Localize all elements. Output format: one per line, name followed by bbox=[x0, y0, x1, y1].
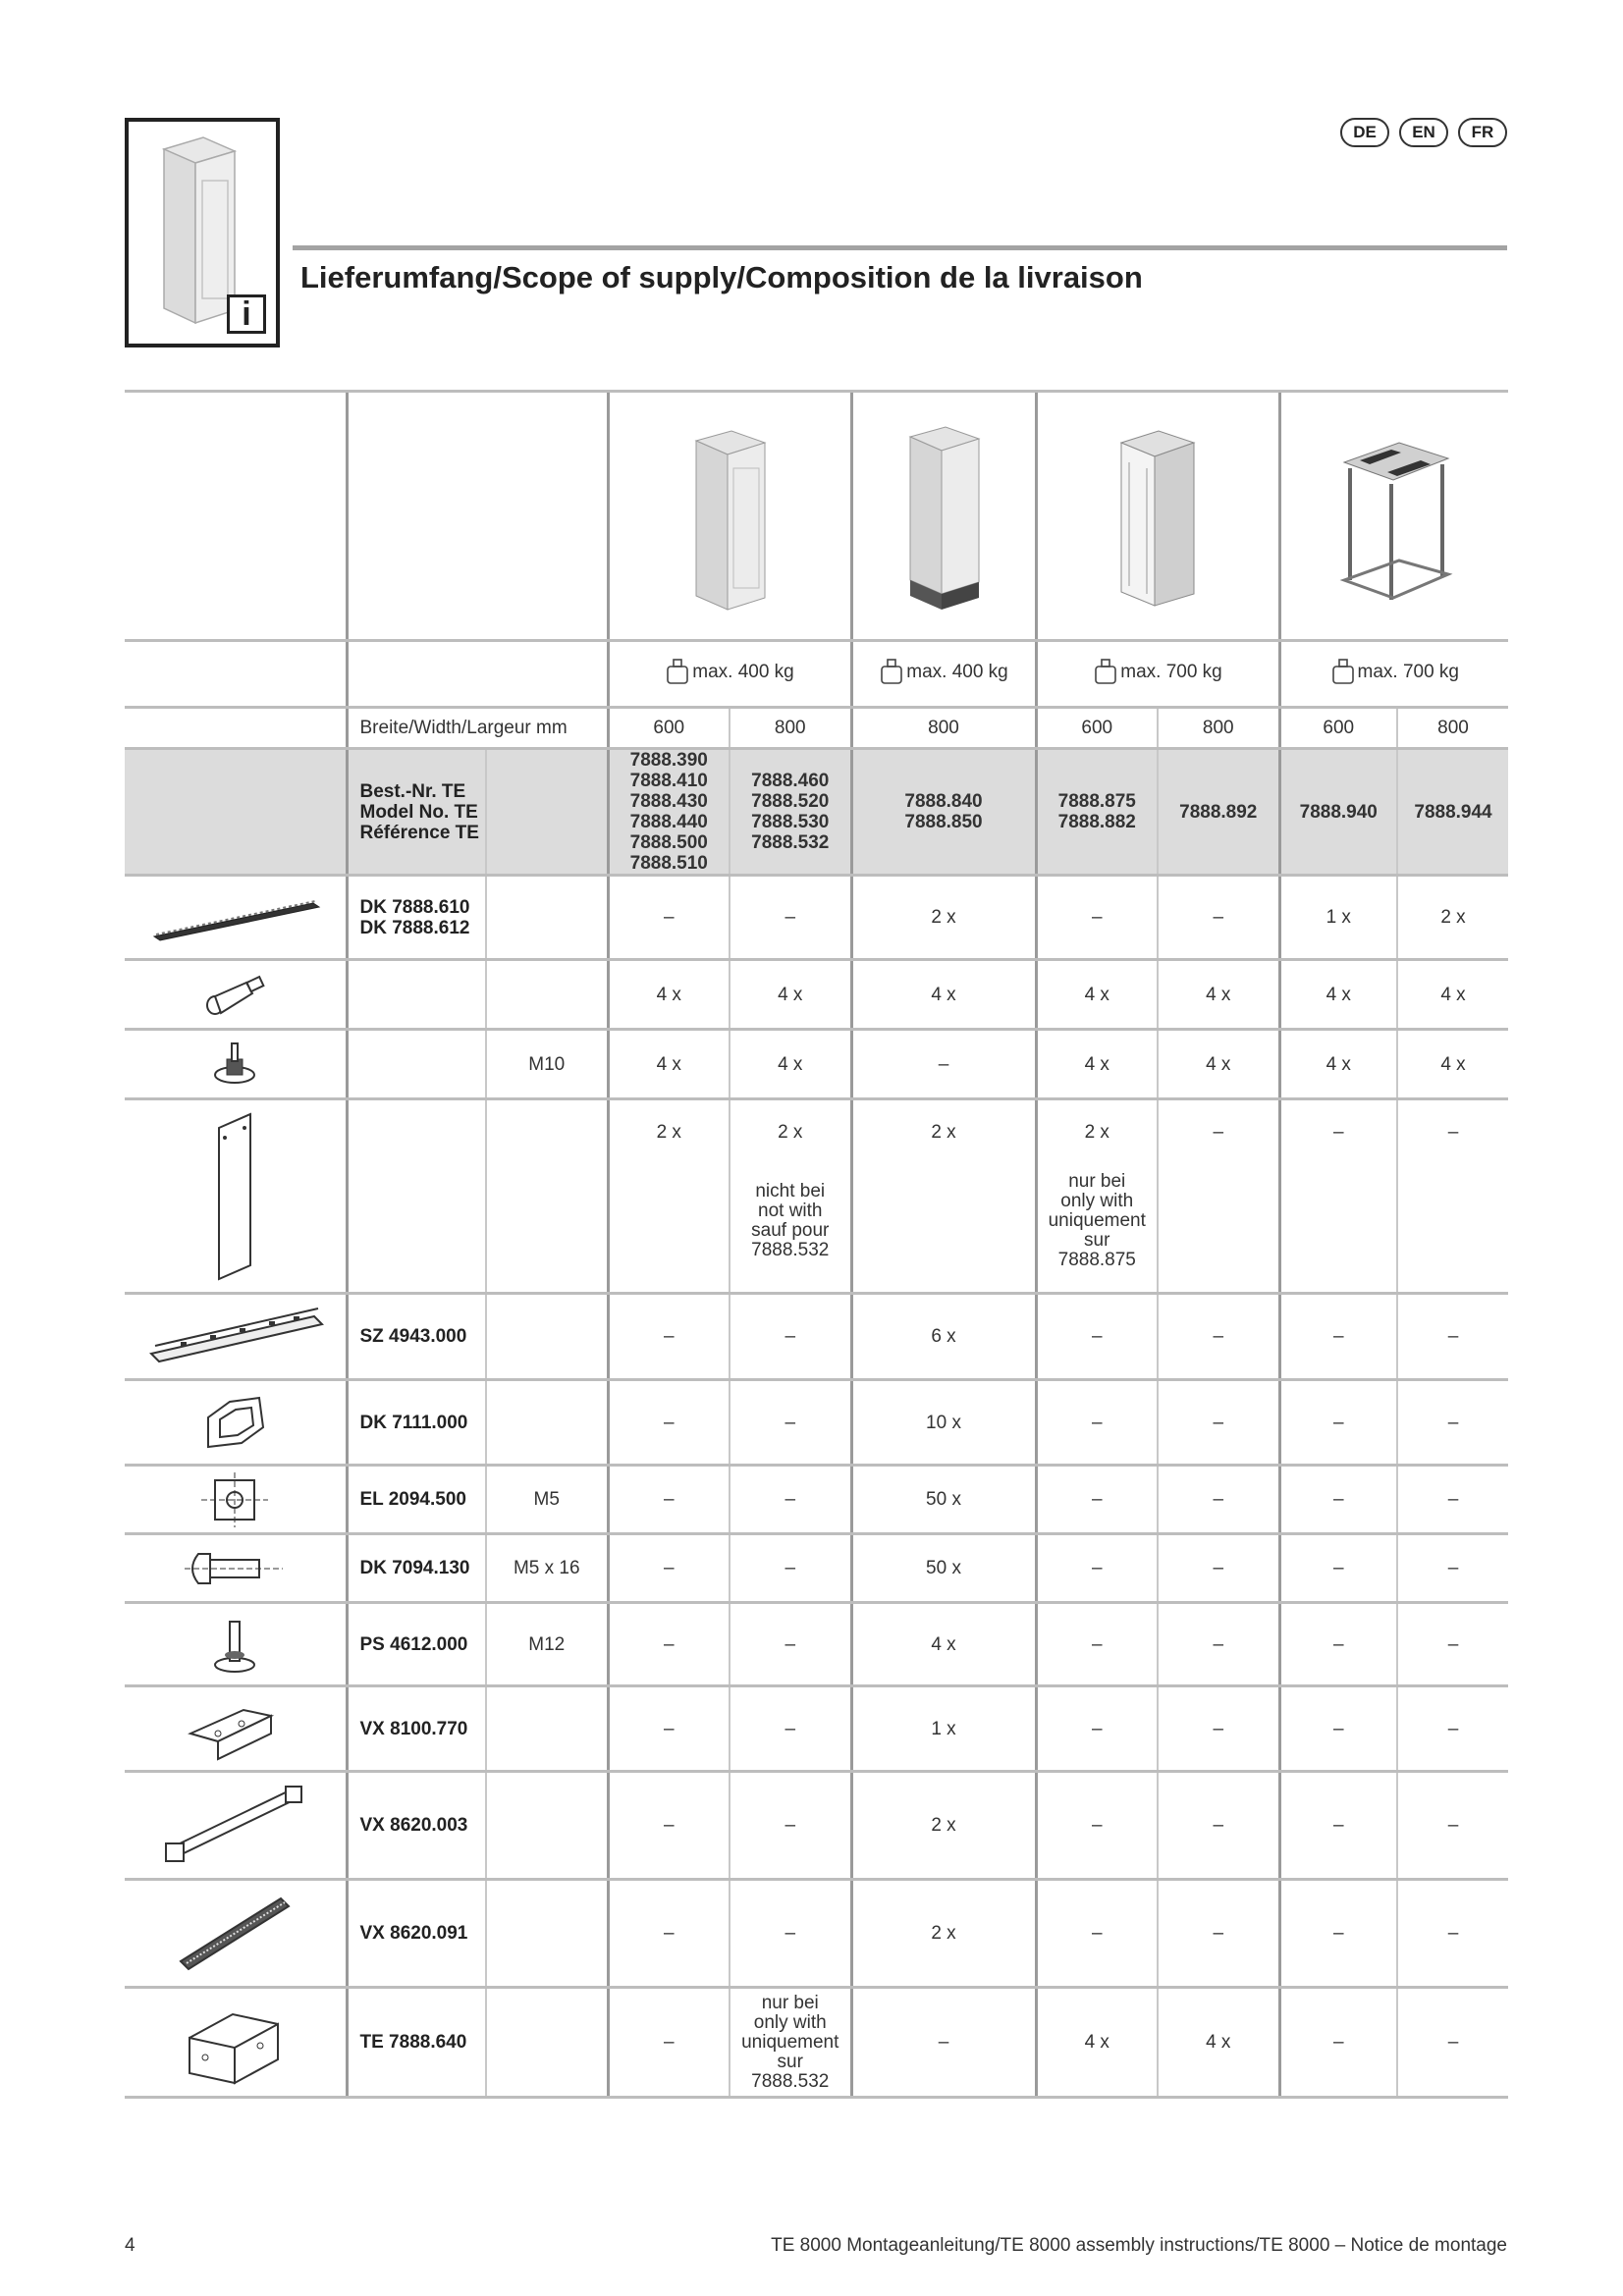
qty-cell: 4 x bbox=[730, 960, 851, 1030]
qty-cell: – bbox=[1036, 876, 1158, 960]
qty-cell: – bbox=[1158, 1772, 1279, 1880]
qty-cell: – bbox=[851, 1988, 1036, 2098]
lang-de-badge[interactable]: DE bbox=[1340, 118, 1389, 147]
weight-row bbox=[125, 641, 1508, 708]
qty-cell: – bbox=[1397, 1534, 1508, 1603]
part-spec bbox=[486, 876, 608, 960]
qty-cell: – bbox=[1158, 1534, 1279, 1603]
part-code: SZ 4943.000 bbox=[347, 1294, 486, 1380]
cabinet-mesh-icon bbox=[1094, 413, 1221, 619]
weight-icon bbox=[879, 658, 904, 685]
qty-cell: – bbox=[608, 1880, 730, 1988]
qty-cell: – bbox=[730, 1603, 851, 1686]
qty-cell: – bbox=[730, 876, 851, 960]
part-code: PS 4612.000 bbox=[347, 1603, 486, 1686]
qty-cell: – bbox=[1036, 1380, 1158, 1466]
qty-cell: – bbox=[1036, 1772, 1158, 1880]
part-spec: M5 x 16 bbox=[486, 1534, 608, 1603]
cabinet-image-1 bbox=[608, 392, 851, 641]
qty-cell: 2 x bbox=[851, 1880, 1036, 1988]
part-code: TE 7888.640 bbox=[347, 1988, 486, 2098]
qty-cell: – bbox=[1397, 1880, 1508, 1988]
side-panel-icon bbox=[205, 1108, 264, 1285]
qty-cell: – bbox=[1036, 1603, 1158, 1686]
qty-cell: – bbox=[1279, 1603, 1397, 1686]
weight-icon bbox=[665, 658, 690, 685]
part-spec bbox=[486, 1294, 608, 1380]
part-code: DK 7888.610 DK 7888.612 bbox=[347, 876, 486, 960]
part-spec: M5 bbox=[486, 1466, 608, 1534]
width-cell: 800 bbox=[1158, 708, 1279, 749]
table-row bbox=[125, 1380, 1508, 1466]
qty-cell: 4 x bbox=[1036, 960, 1158, 1030]
cable-clamp-icon bbox=[190, 1388, 279, 1457]
qty-cell: – bbox=[1397, 1686, 1508, 1772]
qty-cell: 4 x bbox=[1036, 1030, 1158, 1099]
part-spec bbox=[486, 1880, 608, 1988]
footer-text: TE 8000 Montageanleitung/TE 8000 assembly instructions/TE 8000 – Notice de montage bbox=[771, 2235, 1507, 2256]
qty-cell: 50 x bbox=[851, 1534, 1036, 1603]
qty-cell: – bbox=[1397, 1988, 1508, 2098]
page-title: Lieferumfang/Scope of supply/Composition de la livraison bbox=[300, 260, 1143, 294]
lang-en-badge[interactable]: EN bbox=[1399, 118, 1448, 147]
qty-cell: 4 x bbox=[1158, 1988, 1279, 2098]
part-spec: M12 bbox=[486, 1603, 608, 1686]
qty-cell: – bbox=[1279, 1380, 1397, 1466]
weight-icon bbox=[1330, 658, 1356, 685]
qty-cell: 1 x bbox=[1279, 876, 1397, 960]
weight-label: max. 400 kg bbox=[906, 661, 1008, 682]
qty-cell: 1 x bbox=[851, 1686, 1036, 1772]
qty-cell: 10 x bbox=[851, 1380, 1036, 1466]
qty-cell: – bbox=[1158, 1880, 1279, 1988]
part-code: VX 8620.003 bbox=[347, 1772, 486, 1880]
weight-icon bbox=[1093, 658, 1118, 685]
ref-cell: 7888.892 bbox=[1158, 749, 1279, 876]
levelling-foot-icon bbox=[205, 1038, 264, 1091]
qty-cell: – bbox=[730, 1294, 851, 1380]
qty-cell: 2 x bbox=[851, 1772, 1036, 1880]
qty-note: nicht bei not with sauf pour 7888.532 bbox=[751, 1181, 830, 1260]
table-row bbox=[125, 1772, 1508, 1880]
qty-cell: – bbox=[1397, 1466, 1508, 1534]
qty-cell: – bbox=[1036, 1686, 1158, 1772]
bolt-spacer-icon bbox=[195, 970, 274, 1019]
qty-cell: – bbox=[730, 1880, 851, 1988]
part-spec bbox=[486, 1099, 608, 1294]
part-code: VX 8100.770 bbox=[347, 1686, 486, 1772]
qty-cell: – bbox=[1279, 1686, 1397, 1772]
qty-cell: – bbox=[608, 1380, 730, 1466]
qty-cell: – bbox=[1279, 1466, 1397, 1534]
qty-cell: – bbox=[1397, 1603, 1508, 1686]
table-row bbox=[125, 1603, 1508, 1686]
qty-cell: 4 x bbox=[608, 960, 730, 1030]
ref-cell: 7888.940 bbox=[1279, 749, 1397, 876]
weight-label: max. 700 kg bbox=[1357, 661, 1459, 682]
table-row bbox=[125, 1686, 1508, 1772]
qty-cell: 2 x nicht bei not with sauf pour 7888.532 bbox=[730, 1099, 851, 1294]
part-spec bbox=[486, 1772, 608, 1880]
cable-duct-icon bbox=[146, 893, 323, 942]
qty-cell: – bbox=[608, 1603, 730, 1686]
qty-cell: – bbox=[1397, 1294, 1508, 1380]
qty-cell: 4 x bbox=[1279, 960, 1397, 1030]
brush-strip-icon bbox=[161, 1885, 308, 1983]
info-icon: i bbox=[227, 294, 266, 334]
width-cell: 600 bbox=[608, 708, 730, 749]
qty-cell: – bbox=[608, 1686, 730, 1772]
ref-cell: 7888.875 7888.882 bbox=[1036, 749, 1158, 876]
qty-cell: – bbox=[1158, 1099, 1279, 1294]
table-row bbox=[125, 876, 1508, 960]
cage-nut-icon bbox=[195, 1470, 274, 1529]
part-spec: M10 bbox=[486, 1030, 608, 1099]
ref-cell: 7888.390 7888.410 7888.430 7888.440 7888.500 7888.510 bbox=[608, 749, 730, 876]
qty-cell: nur bei only with uniquement sur 7888.532 bbox=[730, 1988, 851, 2098]
qty-cell: – bbox=[730, 1772, 851, 1880]
qty-cell: 4 x bbox=[1158, 1030, 1279, 1099]
table-row bbox=[125, 1880, 1508, 1988]
mounting-bar-icon bbox=[156, 1777, 313, 1875]
qty-cell: – bbox=[1158, 1380, 1279, 1466]
qty-cell: – bbox=[608, 876, 730, 960]
table-row bbox=[125, 1294, 1508, 1380]
qty-cell: – bbox=[1036, 1534, 1158, 1603]
width-cell: 800 bbox=[730, 708, 851, 749]
part-code: EL 2094.500 bbox=[347, 1466, 486, 1534]
table-row bbox=[125, 960, 1508, 1030]
screw-icon bbox=[181, 1544, 289, 1593]
qty-cell: – bbox=[608, 1988, 730, 2098]
frame-image bbox=[1279, 392, 1508, 641]
qty-cell: – bbox=[1279, 1772, 1397, 1880]
qty-note: nur bei only with uniquement sur 7888.875 bbox=[1048, 1171, 1146, 1270]
qty-cell: – bbox=[1397, 1099, 1508, 1294]
qty-cell: – bbox=[851, 1030, 1036, 1099]
width-cell: 800 bbox=[851, 708, 1036, 749]
qty-cell: 4 x bbox=[1279, 1030, 1397, 1099]
table-row bbox=[125, 1030, 1508, 1099]
qty-cell: – bbox=[608, 1466, 730, 1534]
qty-cell: – bbox=[608, 1534, 730, 1603]
lang-fr-badge[interactable]: FR bbox=[1458, 118, 1507, 147]
qty-cell: – bbox=[608, 1294, 730, 1380]
qty-cell: – bbox=[1158, 876, 1279, 960]
u-bracket-icon bbox=[176, 1999, 294, 2087]
part-spec bbox=[486, 960, 608, 1030]
qty-cell: – bbox=[1279, 1099, 1397, 1294]
qty-cell: 4 x bbox=[1397, 1030, 1508, 1099]
images-row bbox=[125, 392, 1508, 641]
qty-cell: 4 x bbox=[1397, 960, 1508, 1030]
qty-cell: 4 x bbox=[851, 960, 1036, 1030]
table-row bbox=[125, 1099, 1508, 1294]
language-selector bbox=[1340, 118, 1507, 147]
scope-table bbox=[125, 390, 1508, 2099]
ref-cell: 7888.944 bbox=[1397, 749, 1508, 876]
qty-cell: – bbox=[730, 1686, 851, 1772]
qty-cell: – bbox=[1036, 1880, 1158, 1988]
qty-cell: 2 x bbox=[1397, 876, 1508, 960]
title-rule bbox=[293, 245, 1507, 250]
qty-cell: – bbox=[1036, 1294, 1158, 1380]
page-number: 4 bbox=[125, 2235, 135, 2256]
support-rail-icon bbox=[141, 1303, 328, 1371]
table-row bbox=[125, 1534, 1508, 1603]
weight-label: max. 700 kg bbox=[1120, 661, 1222, 682]
qty-cell: 4 x bbox=[730, 1030, 851, 1099]
part-code: DK 7094.130 bbox=[347, 1534, 486, 1603]
ref-label: Best.-Nr. TE Model No. TE Référence TE bbox=[347, 749, 486, 876]
qty-cell: – bbox=[730, 1466, 851, 1534]
foot-icon bbox=[200, 1610, 269, 1679]
width-row bbox=[125, 708, 1508, 749]
qty-cell: 2 x nur bei only with uniquement sur 7888.875 bbox=[1036, 1099, 1158, 1294]
info-cabinet-box bbox=[125, 118, 280, 347]
cabinet-image-2 bbox=[851, 392, 1036, 641]
qty-cell: – bbox=[1158, 1603, 1279, 1686]
ref-cell: 7888.460 7888.520 7888.530 7888.532 bbox=[730, 749, 851, 876]
table-row bbox=[125, 1466, 1508, 1534]
part-spec bbox=[486, 1686, 608, 1772]
weight-label: max. 400 kg bbox=[692, 661, 794, 682]
width-cell: 800 bbox=[1397, 708, 1508, 749]
part-spec bbox=[486, 1988, 608, 2098]
qty-cell: 4 x bbox=[1158, 960, 1279, 1030]
qty-cell: – bbox=[1279, 1988, 1397, 2098]
qty-cell: – bbox=[1036, 1466, 1158, 1534]
bracket-icon bbox=[181, 1694, 289, 1763]
width-cell: 600 bbox=[1036, 708, 1158, 749]
qty-cell: 2 x bbox=[851, 876, 1036, 960]
qty-cell: – bbox=[1397, 1772, 1508, 1880]
qty-cell: – bbox=[1279, 1880, 1397, 1988]
part-spec bbox=[486, 1380, 608, 1466]
qty-cell: – bbox=[1279, 1294, 1397, 1380]
qty-cell: – bbox=[608, 1772, 730, 1880]
qty-cell: – bbox=[1397, 1380, 1508, 1466]
width-label: Breite/Width/Largeur mm bbox=[347, 708, 608, 749]
qty-cell: – bbox=[1279, 1534, 1397, 1603]
qty-cell: – bbox=[1158, 1294, 1279, 1380]
qty-cell: 4 x bbox=[1036, 1988, 1158, 2098]
cabinet-plinth-icon bbox=[885, 413, 1002, 619]
qty-cell: – bbox=[1158, 1466, 1279, 1534]
qty-cell: 2 x bbox=[851, 1099, 1036, 1294]
part-code: DK 7111.000 bbox=[347, 1380, 486, 1466]
table-row bbox=[125, 1988, 1508, 2098]
qty-cell: 50 x bbox=[851, 1466, 1036, 1534]
qty-cell: 6 x bbox=[851, 1294, 1036, 1380]
cabinet-closed-icon bbox=[671, 413, 788, 619]
qty-cell: – bbox=[1158, 1686, 1279, 1772]
part-code: VX 8620.091 bbox=[347, 1880, 486, 1988]
frame-rack-icon bbox=[1330, 423, 1458, 610]
reference-row bbox=[125, 749, 1508, 876]
width-cell: 600 bbox=[1279, 708, 1397, 749]
qty-cell: – bbox=[730, 1534, 851, 1603]
cabinet-image-3 bbox=[1036, 392, 1279, 641]
qty-cell: 4 x bbox=[608, 1030, 730, 1099]
ref-cell: 7888.840 7888.850 bbox=[851, 749, 1036, 876]
qty-cell: 4 x bbox=[851, 1603, 1036, 1686]
qty-cell: – bbox=[730, 1380, 851, 1466]
qty-cell: 2 x bbox=[608, 1099, 730, 1294]
